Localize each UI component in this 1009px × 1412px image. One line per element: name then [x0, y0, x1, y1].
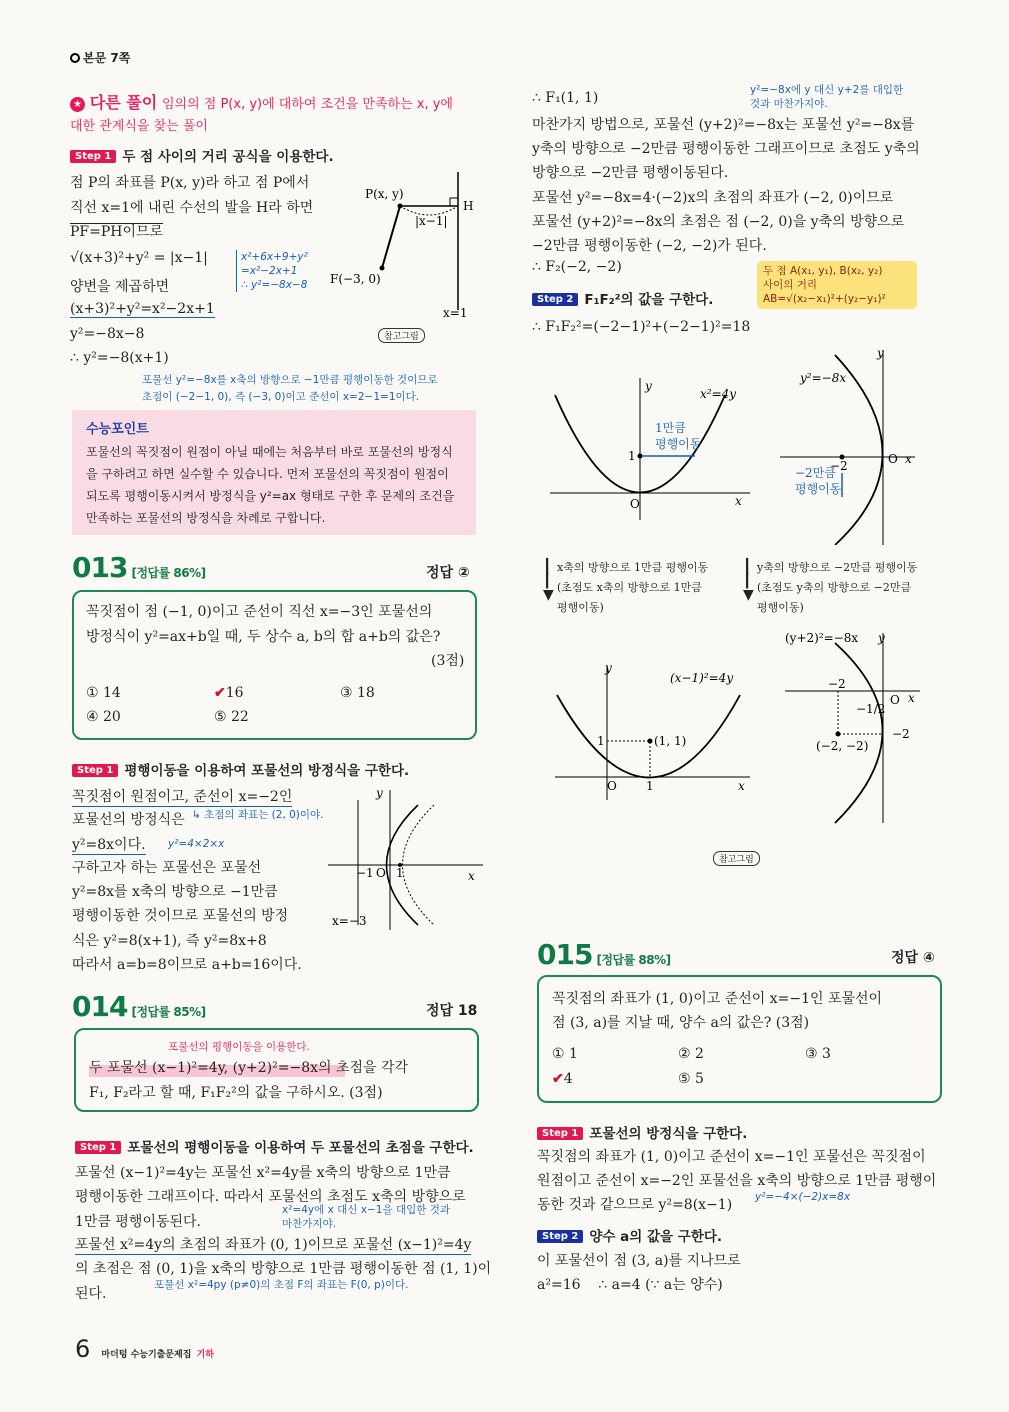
question-text: 꼭짓점의 좌표가 (1, 0)이고 준선이 x=−1인 포물선이: [552, 991, 883, 1007]
svg-text:x²=4y: x²=4y: [700, 387, 737, 401]
text-line: y²=−8x−8: [70, 326, 145, 342]
reference-figure-label: 참고그림: [378, 328, 425, 343]
text-line: 포물선의 방정식은: [72, 812, 185, 828]
svg-text:−2만큼: −2만큼: [795, 466, 836, 480]
note: ↳ 초점의 좌표는 (2, 0)이야.: [192, 809, 324, 821]
text-line: 꼭짓점이 원점이고, 준선이 x=−2인: [72, 786, 292, 807]
svg-text:평행이동: 평행이동: [655, 437, 702, 451]
star-icon: ★: [70, 97, 85, 112]
note: y²=−4×(−2)x=8x: [755, 1191, 851, 1203]
text-line: ∴ F₂(−2, −2): [532, 259, 622, 275]
answer-013: 정답 ②: [426, 565, 470, 581]
text-line: 포물선 (x−1)²=4y는 포물선 x²=4y를 x축의 방향으로 1만큼: [75, 1165, 451, 1181]
svg-text:x=1: x=1: [443, 306, 468, 320]
hint: 포물선의 평행이동을 이용한다.: [168, 1041, 310, 1053]
problem-013-heading: 013 [정답률 86%]: [72, 551, 206, 584]
svg-text:F(−3, 0): F(−3, 0): [330, 272, 381, 286]
text-line: 양변을 제곱하면: [70, 279, 170, 295]
caption-1: x축의 방향으로 1만큼 평행이동 (초점도 x축의 방향으로 1만큼 평행이동): [557, 561, 709, 614]
distance-figure: [325, 170, 485, 320]
points: (3점): [431, 653, 465, 669]
caption-2: y축의 방향으로 −2만큼 평행이동 (초점도 y축의 방향으로 −2만큼 평행이동): [757, 561, 918, 614]
text-line: y²=8x를 x축의 방향으로 −1만큼: [72, 884, 278, 900]
arrow-down-icon: ┃ ┃ ▼: [543, 559, 554, 603]
text-line: (x+3)²+y²=x²−2x+1: [70, 301, 215, 317]
choice-3[interactable]: ③ 18: [340, 685, 375, 701]
problem-015-heading: 015 [정답률 88%]: [537, 938, 671, 971]
graph-y2-neg8x: [780, 345, 920, 545]
choice-3[interactable]: ③ 3: [805, 1046, 831, 1062]
svg-text:O: O: [607, 779, 617, 793]
text-line: 구하고자 하는 포물선은 포물선: [72, 860, 262, 876]
footer: 6 마더텅 수능기출문제집 기하: [75, 1335, 214, 1363]
svg-text:O: O: [630, 497, 640, 511]
circle-icon: [70, 53, 80, 63]
svg-text:−1/2: −1/2: [856, 702, 886, 716]
text-line: 이 포물선이 점 (3, a)를 지나므로: [537, 1253, 741, 1269]
svg-text:x: x: [905, 452, 912, 466]
text-line: 마찬가지 방법으로, 포물선 (y+2)²=−8x는 포물선 y²=−8x를: [532, 117, 915, 133]
text-line: 1만큼 평행이동된다.: [75, 1214, 201, 1230]
text-line: 따라서 a=b=8이므로 a+b=16이다.: [72, 957, 302, 973]
svg-text:(−2, −2): (−2, −2): [816, 739, 869, 753]
problem-014-heading: 014 [정답률 85%]: [72, 990, 206, 1023]
svg-text:(x−1)²=4y: (x−1)²=4y: [670, 671, 734, 685]
question-text: 두 포물선 (x−1)²=4y, (y+2)²=−8x의 초점을 각각: [89, 1057, 408, 1077]
check-mark-icon: ✔: [214, 685, 226, 701]
svg-text:x: x: [908, 691, 915, 705]
text-line: −2만큼 평행이동한 (−2, −2)가 된다.: [532, 238, 767, 254]
choice-5[interactable]: ⑤ 5: [678, 1071, 704, 1087]
section-header: 본문 7쪽: [70, 49, 130, 66]
svg-text:P(x, y): P(x, y): [365, 187, 404, 201]
choice-4[interactable]: ✔4: [552, 1071, 573, 1087]
svg-text:(1, 1): (1, 1): [654, 734, 687, 748]
graph-shifted-parabola-1: [550, 660, 750, 800]
note: x²=4y에 x 대신 x−1을 대입한 것과 마찬가지야.: [282, 1204, 450, 1230]
svg-text:−1: −1: [356, 866, 374, 880]
question-text: F₁, F₂라고 할 때, F₁F₂²의 값을 구하시오. (3점): [89, 1085, 383, 1101]
text-line: 포물선 (y+2)²=−8x의 초점은 점 (−2, 0)을 y축의 방향으로: [532, 214, 905, 230]
svg-text:y: y: [605, 661, 612, 675]
svg-text:y: y: [645, 379, 652, 393]
text-line: 된다.: [75, 1286, 107, 1302]
question-text: 점 (3, a)를 지날 때, 양수 a의 값은? (3점): [552, 1015, 810, 1031]
arrow-down-icon: ┃ ┃ ▼: [743, 559, 754, 603]
text-line: 원점이고 준선이 x=−2인 포물선을 x축의 방향으로 1만큼 평행이: [537, 1173, 937, 1189]
q015-step2: Step 2 양수 a의 값을 구한다.: [537, 1225, 722, 1245]
alt-step1: Step 1 두 점 사이의 거리 공식을 이용한다.: [70, 145, 334, 165]
q013-graph: [318, 785, 488, 935]
choice-1[interactable]: ① 1: [552, 1046, 578, 1062]
answer-015: 정답 ④: [891, 950, 935, 966]
svg-text:y: y: [877, 346, 884, 360]
svg-text:|x−1|: |x−1|: [415, 214, 448, 228]
svg-text:x: x: [735, 494, 742, 508]
text-line: 직선 x=1에 내린 수선의 발을 H라 하면: [70, 200, 314, 216]
q015-step1: Step 1 포물선의 방정식을 구한다.: [537, 1122, 747, 1142]
svg-text:1: 1: [597, 734, 605, 748]
text-line: 평행이동한 것이므로 포물선의 방정: [72, 908, 289, 924]
text-line: √(x+3)²+y² = |x−1|: [70, 250, 208, 266]
svg-text:y: y: [376, 786, 383, 800]
svg-text:x=−3: x=−3: [332, 914, 367, 928]
text-line: 방향으로 −2만큼 평행이동된다.: [532, 165, 729, 181]
graph-x2-4y: [550, 370, 750, 520]
svg-text:−2: −2: [892, 727, 910, 741]
exam-point-text: 포물선의 꼭짓점이 원점이 아닐 때에는 처음부터 바로 포물선의 방정식 을 구하려고 하면 실수할 수 있습니다. 먼저 포물선의 꼭짓점이 원점이 되도록 평행이동시켜서 방정식을 y²=ax 형태로 구한 후 문제의 조건을 만족하는 포물선의 방정식을 차례로 구합니다.: [86, 445, 455, 525]
text-line: 식은 y²=8(x+1), 즉 y²=8x+8: [72, 933, 267, 949]
exam-point-title: 수능포인트: [86, 422, 149, 437]
text-line: 점 P의 좌표를 P(x, y)라 하고 점 P에서: [70, 175, 310, 191]
text-line: y축의 방향으로 −2만큼 평행이동한 그래프이므로 초점도 y축의: [532, 141, 920, 157]
alt-solution-subtitle: 대한 관계식을 찾는 풀이: [70, 119, 208, 134]
choice-1[interactable]: ① 14: [86, 685, 121, 701]
svg-text:1: 1: [628, 449, 636, 463]
text-line: 포물선 y²=−8x=4·(−2)x의 초점의 좌표가 (−2, 0)이므로: [532, 190, 894, 206]
note: y²=−8x에 y 대신 y+2를 대입한 것과 마찬가지야.: [750, 84, 904, 110]
svg-text:1: 1: [646, 779, 654, 793]
choice-5[interactable]: ⑤ 22: [214, 709, 249, 725]
svg-text:(y+2)²=−8x: (y+2)²=−8x: [785, 631, 859, 645]
graph-shifted-parabola-2: [780, 628, 930, 828]
text-line: PF=PH이므로: [70, 224, 164, 240]
alt-solution-title: ★ 다른 풀이 임의의 점 P(x, y)에 대하여 조건을 만족하는 x, y에: [70, 90, 453, 113]
svg-text:−2: −2: [830, 459, 848, 473]
text-line: 평행이동한 그래프이다. 따라서 포물선의 초점도 x축의 방향으로: [75, 1189, 466, 1205]
svg-text:평행이동: 평행이동: [795, 482, 842, 496]
text-line: ∴ F₁(1, 1): [532, 90, 599, 106]
svg-text:O: O: [890, 693, 900, 707]
note-bottom: 포물선 y²=−8x를 x축의 방향으로 −1만큼 평행이동한 것이므로 초점이 (−2−1, 0), 즉 (−3, 0)이고 준선이 x=2−1=1이다.: [142, 374, 438, 403]
svg-text:1만큼: 1만큼: [655, 421, 686, 435]
q014-step2: Step 2 F₁F₂²의 값을 구한다.: [532, 288, 713, 308]
text-line: 의 초점은 점 (0, 1)을 x축의 방향으로 1만큼 평행이동한 점 (1, 1)이: [75, 1261, 492, 1277]
distance-tip: 두 점 A(x₁, y₁), B(x₂, y₂) 사이의 거리 AB=√(x₂−x₁)²+(y₂−y₁)²: [757, 261, 917, 309]
svg-text:O: O: [376, 866, 386, 880]
text-line: 동한 것과 같으므로 y²=8(x−1): [537, 1197, 733, 1213]
question-text: 방정식이 y²=ax+b일 때, 두 상수 a, b의 합 a+b의 값은?: [86, 629, 441, 645]
choice-2[interactable]: ✔16: [214, 685, 244, 701]
check-mark-icon: ✔: [552, 1071, 564, 1087]
svg-text:H: H: [463, 199, 474, 213]
text-line: a²=16 ∴ a=4 (∵ a는 양수): [537, 1277, 723, 1293]
answer-014: 정답 18: [426, 1003, 478, 1019]
note: y²=4×2×x: [168, 838, 225, 850]
text-line: 포물선 x²=4y의 초점의 좌표가 (0, 1)이므로 포물선 (x−1)²=4y: [75, 1234, 471, 1255]
svg-text:−2: −2: [828, 677, 846, 691]
q014-step1: Step 1 포물선의 평행이동을 이용하여 두 포물선의 초점을 구한다.: [75, 1136, 474, 1156]
q013-step1: Step 1 평행이동을 이용하여 포물선의 방정식을 구한다.: [72, 759, 409, 779]
note-expand: x²+6x+9+y² =x²−2x+1 ∴ y²=−8x−8: [236, 250, 308, 292]
text-line: 꼭짓점의 좌표가 (1, 0)이고 준선이 x=−1인 포물선은 꼭짓점이: [537, 1149, 926, 1165]
svg-text:1: 1: [396, 866, 404, 880]
choice-2[interactable]: ② 2: [678, 1046, 704, 1062]
svg-text:O: O: [888, 452, 898, 466]
result: ∴ F₁F₂²=(−2−1)²+(−2−1)²=18: [532, 319, 751, 335]
choice-4[interactable]: ④ 20: [86, 709, 121, 725]
text-line: ∴ y²=−8(x+1): [70, 350, 169, 366]
text-line: y²=8x이다.: [72, 834, 146, 855]
svg-text:y²=−8x: y²=−8x: [800, 371, 847, 385]
svg-text:y: y: [878, 631, 885, 645]
svg-text:x: x: [738, 779, 745, 793]
question-text: 꼭짓점이 점 (−1, 0)이고 준선이 직선 x=−3인 포물선의: [86, 604, 433, 620]
reference-figure-label: 참고그림: [713, 851, 760, 866]
svg-text:x: x: [468, 869, 475, 883]
page-number: 6: [75, 1335, 91, 1363]
note: 포물선 x²=4py (p≠0)의 초점 F의 좌표는 F(0, p)이다.: [154, 1279, 409, 1291]
